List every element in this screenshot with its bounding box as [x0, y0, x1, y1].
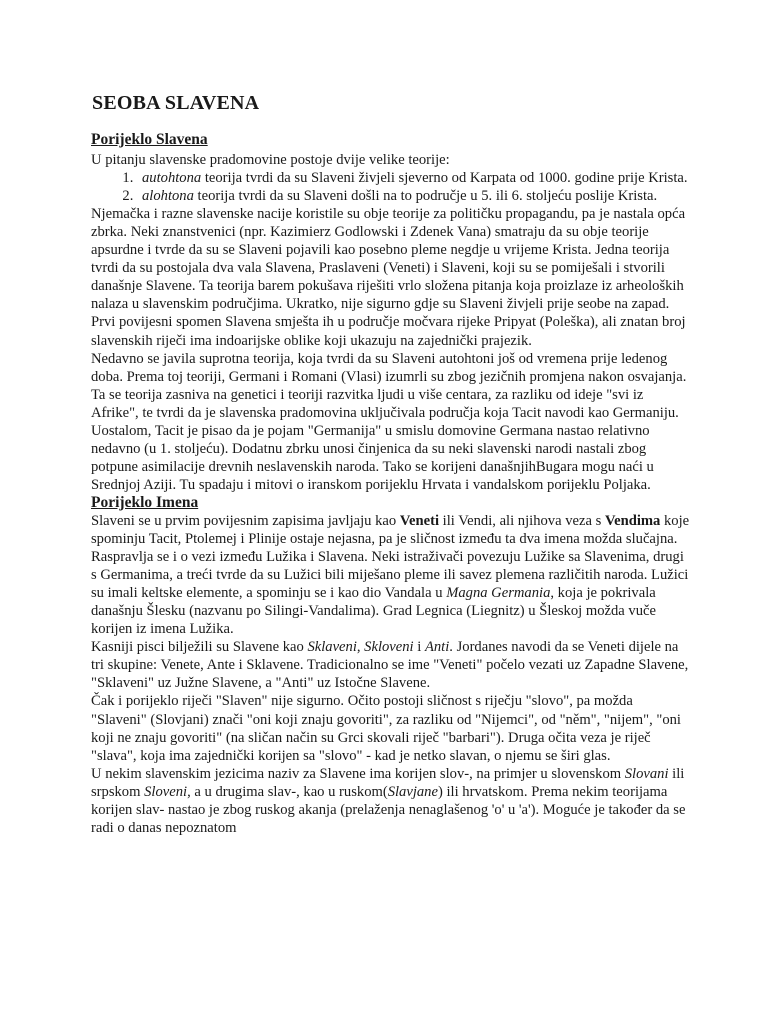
theory-list: [91, 169, 691, 205]
text-run: ili srpskom: [91, 765, 685, 800]
paragraph: Njemačka i razne slavenske nacije koristile su obje teorije za političku propagandu, pa je nastala opća zbrka. Neki znanstvenici (npr. Kazimierz Godlowski i Zdenek Vana) smatraju da su obje teorije apsurdne i tvrde da su se Slaveni pojavili kao posebno pleme negdje u vrijeme Krista. Jedna teorija tvrdi da su postojala dva vala Slavena, Praslaveni (Veneti) i Slaveni, koji su se pomiješali i stvorili današnje Slavene. Ta teorija barem pokušava riješiti vrlo složena pitanja koja proizlaze iz arheoloških nalaza u slavenskim područjima. Ukratko, nije sigurno gdje su Slaveni živjeli prije seobe na zapad. Prvi povijesni spomen Slavena smješta ih u područje močvara rijeke Pripyat (Poleška), ali znatan broj slavenskih riječi ima indoarijske oblike koji ukazuju na zajednički prajezik.: [91, 206, 686, 349]
italic-term: Sklaveni: [307, 639, 357, 656]
italic-term: Sloveni: [144, 783, 188, 800]
text-run: . Jordanes navodi da se Veneti dijele na tri skupine: Venete, Ante i Sklavene. Tradicionalno se ime "Veneti" počelo vezati uz Zapadne Slavene, "Sklaveni" uz Južne Slavene, a "Anti" uz Istočne Slavene.: [91, 639, 689, 692]
text-run: , a u drugima slav-, kao u ruskom(: [187, 783, 388, 800]
text-run: Raspravlja se i o vezi između Lužika i Slavena. Neki istraživači povezuju Lužike sa Slavenima, drugi s Germanima, a treći tvrde da su Lužici bili miješano pleme ili savez plemena različitih naroda. Lužici su imali keltske elemente, a spominju se i kao dio Vandala u: [91, 549, 689, 602]
list-item: [137, 187, 691, 205]
list-item: [137, 169, 691, 187]
italic-term: Skloveni: [364, 639, 414, 656]
section-heading-porijeklo-imena: Porijeklo Imena: [91, 493, 199, 511]
paragraph: Nedavno se javila suprotna teorija, koja tvrdi da su Slaveni autohtoni još od vremena prije ledenog doba. Prema toj teoriji, Germani i Romani (Vlasi) izumrli su zbog jezičnih promjena nakon osvajanja. Ta se teorija zasniva na genetici i teoriji razvitka ljudi u više centara, za razliku od ideje "svi iz Afrike", te tvrdi da je slavenska pradomovina uključivala područja koja Tacit navodi kao Germaniju. Uostalom, Tacit je pisao da je pojam "Germanija" u smislu domovine Germana nastao relativno nedavno (u 1. stoljeću). Dodatnu zbrku unosi činjenica da su neki slavenski narodi nastali zbog potpune asimilacije drevnih neslavenskih naroda. Tako se korijeni današnjihBugara mogu naći u Srednjoj Aziji. Tu spadaju i mitovi o iranskom porijeklu Hrvata i vandalskom porijeklu Poljaka.: [91, 350, 687, 493]
italic-term: Magna Germania: [446, 585, 551, 602]
paragraph: [91, 548, 691, 638]
theory-term: autohtona: [142, 170, 202, 187]
theory-text: teorija tvrdi da su Slaveni živjeli sjeverno od Karpata od 1000. godine prije Krista.: [201, 170, 688, 187]
text-run: Slaveni se u prvim povijesnim zapisima javljaju kao: [91, 512, 400, 529]
document-body: [91, 131, 691, 837]
intro-paragraph: U pitanju slavenske pradomovine postoje dvije velike teorije:: [91, 152, 450, 169]
bold-term: Veneti: [399, 512, 440, 529]
bold-term: Vendima: [604, 512, 661, 529]
text-run: , koja je pokrivala današnju Šlesku (nazvanu po Silingi-Vandalima). Grad Legnica (Liegnitz) u Šleskoj možda vuče korijen iz imena Lužika.: [91, 585, 656, 638]
text-run: Kasniji pisci bilježili su Slavene kao: [91, 639, 308, 656]
text-run: U nekim slavenskim jezicima naziv za Slavene ima korijen slov-, na primjer u slovenskom: [91, 765, 625, 782]
theory-term: alohtona: [142, 188, 194, 205]
text-run: koje spominju Tacit, Ptolemej i Plinije ostaje nejasna, pa je sličnost između ta dva imena možda slučajna.: [91, 512, 690, 548]
paragraph: Čak i porijeklo riječi "Slaven" nije sigurno. Očito postoji sličnost s riječju "slovo", pa možda "Slaveni" (Slovjani) znači "oni koji znaju govoriti", za razliku od "Nijemci", od "něm", "nijem", "oni koji ne znaju govoriti" (na sličan način su Grci skovali riječ "barbari"). Druga očita veza je riječ "slava", koja ima zajednički korijen sa "slovo" - kad je netko slavan, o njemu se širi glas.: [91, 693, 681, 764]
text-run: ) ili hrvatskom. Prema nekim teorijama korijen slav- nastao je zbog ruskog akanja (prelaženja nenaglašenog 'o' u 'a'). Moguće je također da se radi o danas nepoznatom: [91, 783, 686, 836]
italic-term: Anti: [424, 639, 450, 656]
document-title: SEOBA SLAVENA: [92, 92, 260, 114]
italic-term: Slovani: [624, 765, 669, 782]
paragraph: [91, 765, 691, 837]
text-run: i: [413, 639, 425, 656]
section-heading-porijeklo-slavena: Porijeklo Slavena: [91, 131, 208, 148]
paragraph: [91, 512, 691, 548]
text-run: ili Vendi, ali njihova veza s: [439, 512, 605, 529]
paragraph: [91, 638, 691, 692]
theory-text: teorija tvrdi da su Slaveni došli na to područje u 5. ili 6. stoljeću poslije Krista.: [193, 188, 658, 205]
italic-term: Slavjane: [387, 783, 438, 800]
text-run: ,: [356, 639, 365, 656]
